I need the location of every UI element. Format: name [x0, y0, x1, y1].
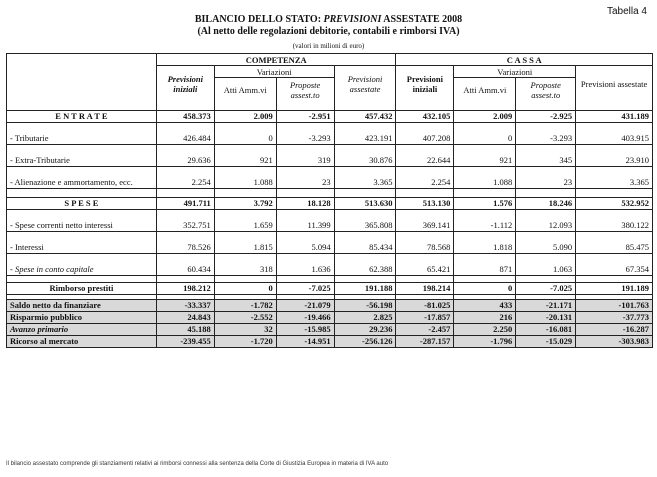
balance-label: Ricorso al mercato: [7, 335, 157, 347]
value-cell: 921: [454, 155, 516, 167]
page-title: [0, 14, 657, 38]
value-cell: 23: [516, 177, 576, 189]
table-row: [7, 155, 653, 167]
units-note: (valori in milioni di euro): [292, 42, 365, 50]
value-cell: 2.009: [454, 110, 516, 122]
value-cell: 1.088: [214, 177, 276, 189]
value-cell: 18.246: [516, 197, 576, 209]
value-cell: 380.122: [576, 220, 653, 232]
value-cell: 18.128: [276, 197, 334, 209]
table-row: [7, 197, 653, 209]
balance-value: -37.773: [576, 311, 653, 323]
balance-row: [7, 323, 653, 335]
comp-previsioni-assestate-header: Previsioni assestate: [334, 66, 396, 102]
value-cell: 921: [214, 155, 276, 167]
balance-label: Saldo netto da finanziare: [7, 299, 157, 311]
balance-value: 24.843: [156, 311, 214, 323]
value-cell: 1.659: [214, 220, 276, 232]
balance-value: -15.985: [276, 323, 334, 335]
balance-value: -101.763: [576, 299, 653, 311]
balance-value: 29.236: [334, 323, 396, 335]
row-label: Rimborso prestiti: [7, 282, 157, 294]
value-cell: 1.576: [454, 197, 516, 209]
balance-value: -33.337: [156, 299, 214, 311]
table-row: [7, 242, 653, 254]
value-cell: -2.925: [516, 110, 576, 122]
value-cell: 5.094: [276, 242, 334, 254]
value-cell: 22.644: [396, 155, 454, 167]
cassa-variazioni-header: Variazioni: [454, 66, 576, 78]
value-cell: 30.876: [334, 155, 396, 167]
balance-value: -303.983: [576, 335, 653, 347]
balance-value: 2.825: [334, 311, 396, 323]
comp-atti-header: Atti Amm.vi: [214, 78, 276, 102]
footnote: Il bilancio assestato comprende gli stanziamenti relativi ai rimborsi connessi alla sentenza della Corte di Giustizia Europea in materia di IVA auto: [6, 461, 389, 467]
value-cell: 23.910: [576, 155, 653, 167]
row-label: - Extra-Tributarie: [7, 155, 157, 167]
balance-value: -239.455: [156, 335, 214, 347]
row-label: E N T R A T E: [7, 110, 157, 122]
value-cell: 198.212: [156, 282, 214, 294]
cassa-proposte-header: Proposte assest.to: [516, 78, 576, 102]
balance-row: [7, 299, 653, 311]
balance-value: -56.198: [334, 299, 396, 311]
value-cell: 2.009: [214, 110, 276, 122]
balance-value: 45.188: [156, 323, 214, 335]
value-cell: 426.484: [156, 133, 214, 145]
value-cell: 491.711: [156, 197, 214, 209]
balance-value: -81.025: [396, 299, 454, 311]
value-cell: 423.191: [334, 133, 396, 145]
title-suffix: ASSESTATE 2008: [383, 14, 463, 25]
value-cell: 319: [276, 155, 334, 167]
value-cell: -1.112: [454, 220, 516, 232]
balance-value: -287.157: [396, 335, 454, 347]
value-cell: 3.365: [334, 177, 396, 189]
value-cell: 407.208: [396, 133, 454, 145]
value-cell: 11.399: [276, 220, 334, 232]
value-cell: 78.568: [396, 242, 454, 254]
value-cell: 0: [214, 133, 276, 145]
value-cell: -2.951: [276, 110, 334, 122]
value-cell: 1.818: [454, 242, 516, 254]
value-cell: 352.751: [156, 220, 214, 232]
balance-value: -256.126: [334, 335, 396, 347]
value-cell: 2.254: [396, 177, 454, 189]
cassa-header: C A S S A: [396, 54, 653, 66]
value-cell: 458.373: [156, 110, 214, 122]
cassa-previsioni-iniziali-header: Previsioni iniziali: [406, 73, 444, 94]
budget-table: [6, 53, 653, 348]
balance-label: Risparmio pubblico: [7, 311, 157, 323]
balance-value: -21.171: [516, 299, 576, 311]
table-row: [7, 282, 653, 294]
value-cell: 431.189: [576, 110, 653, 122]
value-cell: -3.293: [516, 133, 576, 145]
value-cell: 513.630: [334, 197, 396, 209]
balance-value: -2.552: [214, 311, 276, 323]
value-cell: 432.105: [396, 110, 454, 122]
value-cell: 1.636: [276, 264, 334, 276]
value-cell: 3.792: [214, 197, 276, 209]
value-cell: 62.388: [334, 264, 396, 276]
value-cell: 5.090: [516, 242, 576, 254]
comp-variazioni-header: Variazioni: [214, 66, 334, 78]
value-cell: 3.365: [576, 177, 653, 189]
value-cell: 0: [454, 282, 516, 294]
balance-value: -1.720: [214, 335, 276, 347]
value-cell: -3.293: [276, 133, 334, 145]
value-cell: 513.130: [396, 197, 454, 209]
balance-value: -1.782: [214, 299, 276, 311]
value-cell: 198.214: [396, 282, 454, 294]
value-cell: 85.434: [334, 242, 396, 254]
balance-value: 2.250: [454, 323, 516, 335]
value-cell: 65.421: [396, 264, 454, 276]
balance-value: -19.466: [276, 311, 334, 323]
title-subtitle: (Al netto delle regolazioni debitorie, contabili e rimborsi IVA): [197, 26, 460, 37]
value-cell: 78.526: [156, 242, 214, 254]
row-label: - Tributarie: [7, 133, 157, 145]
balance-value: -14.951: [276, 335, 334, 347]
value-cell: 403.915: [576, 133, 653, 145]
value-cell: 1.063: [516, 264, 576, 276]
value-cell: 365.808: [334, 220, 396, 232]
row-label: - Spese correnti netto interessi: [7, 220, 157, 232]
balance-value: -16.287: [576, 323, 653, 335]
value-cell: 1.088: [454, 177, 516, 189]
value-cell: 23: [276, 177, 334, 189]
value-cell: 871: [454, 264, 516, 276]
value-cell: 60.434: [156, 264, 214, 276]
balance-value: 32: [214, 323, 276, 335]
cassa-atti-header: Atti Amm.vi: [454, 78, 516, 102]
value-cell: 67.354: [576, 264, 653, 276]
balance-value: 216: [454, 311, 516, 323]
value-cell: -7.025: [276, 282, 334, 294]
value-cell: 191.188: [334, 282, 396, 294]
title-prefix: BILANCIO DELLO STATO:: [194, 14, 322, 25]
value-cell: 1.815: [214, 242, 276, 254]
cassa-previsioni-assestate-header: Previsioni assestate: [576, 66, 653, 102]
title-italic: PREVISIONI: [323, 14, 382, 25]
competenza-header: COMPETENZA: [156, 54, 396, 66]
balance-value: -15.029: [516, 335, 576, 347]
value-cell: 2.254: [156, 177, 214, 189]
value-cell: -7.025: [516, 282, 576, 294]
table-row: [7, 110, 653, 122]
value-cell: 532.952: [576, 197, 653, 209]
row-label: S P E S E: [7, 197, 157, 209]
value-cell: 457.432: [334, 110, 396, 122]
value-cell: 369.141: [396, 220, 454, 232]
value-cell: 318: [214, 264, 276, 276]
table-row: [7, 264, 653, 276]
balance-value: -2.457: [396, 323, 454, 335]
row-label: - Interessi: [7, 242, 157, 254]
balance-value: -16.081: [516, 323, 576, 335]
value-cell: 0: [454, 133, 516, 145]
balance-label: Avanzo primario: [7, 323, 157, 335]
value-cell: 345: [516, 155, 576, 167]
balance-value: 433: [454, 299, 516, 311]
balance-value: -21.079: [276, 299, 334, 311]
balance-value: -17.857: [396, 311, 454, 323]
value-cell: 12.093: [516, 220, 576, 232]
value-cell: 29.636: [156, 155, 214, 167]
value-cell: 0: [214, 282, 276, 294]
table-row: [7, 177, 653, 189]
row-label: - Alienazione e ammortamento, ecc.: [7, 177, 157, 189]
value-cell: 191.189: [576, 282, 653, 294]
table-row: [7, 220, 653, 232]
balance-value: -1.796: [454, 335, 516, 347]
table-number-label: Tabella 4: [606, 6, 647, 17]
row-label: - Spese in conto capitale: [7, 264, 157, 276]
balance-row: [7, 311, 653, 323]
table-row: [7, 133, 653, 145]
balance-value: -20.131: [516, 311, 576, 323]
comp-previsioni-iniziali-header: Previsioni iniziali: [156, 66, 214, 102]
comp-proposte-header: Proposte assest.to: [276, 78, 334, 102]
balance-row: [7, 335, 653, 347]
value-cell: 85.475: [576, 242, 653, 254]
